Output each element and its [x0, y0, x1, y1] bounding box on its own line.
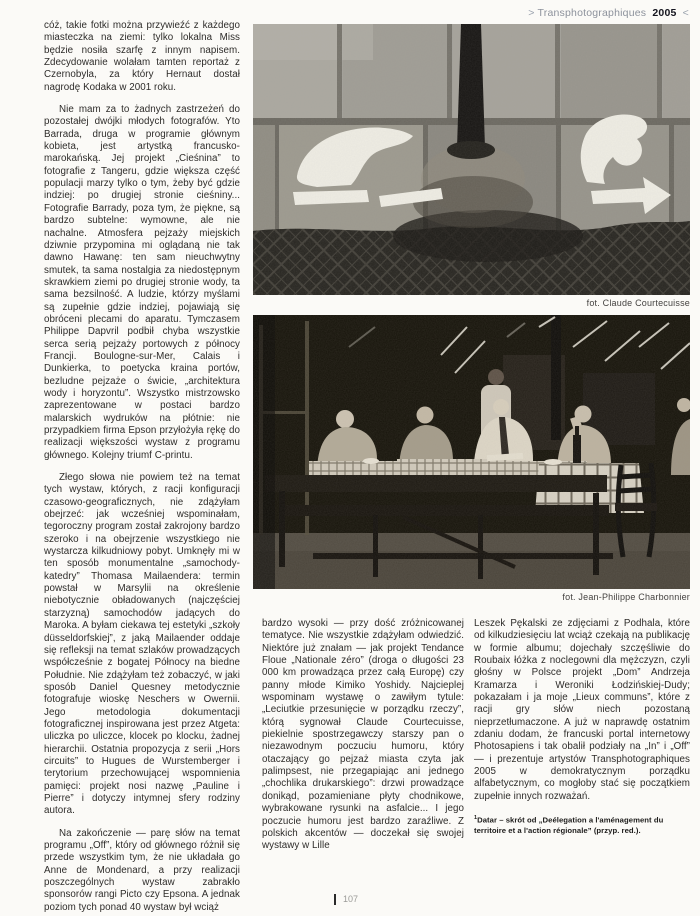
paragraph: Leszek Pękalski ze zdjęciami z Podhala, które od kilkudziesięciu lat wciąż czekają na publikację w formie albumu; dojechały szczęśliwie do Roubaix łóżka z noclegowni dla mężczyzn, czyli głośny w Polsce projekt „Dom” Andrzeja Kramarza i Weroniki Łodzińskiej-Dudy; pokazałam i ja moje „Lieux communs”, które z racji gry słów niech pozostaną nieprzetłumaczone. A już w naprawdę ostatnim zdaniu dodam, że francuski portal internetowy Photosapiens i tak obalił podziały na „In” i „Off” — i prezentuje artystów Transphotographiques 2005 w demokratycznym porządku alfabetycznym, co mogłoby stać się początkiem zupełnie innych rozważań.: [474, 618, 690, 802]
paragraph: Na zakończenie — parę słów na temat programu „Off”, który od głównego różnił się przede wszystkim tym, że nie układała go Anne de Mondenard, a przy realizacji poszczególnych wystaw zabrakło sponsorów rangi Picto czy Epsona. A jednak poziom tych ponad 40 wystaw był wciąż: [44, 827, 240, 913]
paragraph: bardzo wysoki — przy dość zróżnicowanej tematyce. Nie wszystkie zdążyłam odwiedzić. Niektóre już znałam — jak projekt Tendance Floue „Nationale zéro” (droga o długości 23 000 km prowadząca przez całą Europę) czy panny młode Kimiko Yoshidy. Najcieplej wspominam wystawę o zawiłym tytule: „Leciutkie przesunięcie w porządku rzeczy”, którą sygnował Claude Courtecuisse, piekielnie spostrzegawczy starszy pan o niezawodnym poczuciu humoru, który otaczający go pejzaż miasta czyta jak palimpsest, nie przegapiając ani jednego „chochlika drukarskiego”: drzwi prowadzące donikąd, pozamieniane płyty chodnikowe, wybrakowane rysunki na asfalcie... I jego poczucie humoru jest bardzo zaraźliwe. Z polskich akcentów — doczekał się swojej wystawy w Lille: [262, 618, 464, 852]
page-number: 107: [343, 894, 359, 904]
left-text-column: [44, 20, 240, 916]
film-grain-overlay: [253, 315, 690, 589]
page-number-block: [334, 894, 358, 905]
film-grain-overlay: [253, 24, 690, 295]
header-year: 2005: [652, 7, 677, 19]
paragraph: Nie mam za to żadnych zastrzeżeń do pozostałej dwójki młodych fotografów. Yto Barrada, druga w programie głównym kobieta, jest artystką francusko-marokańską. Jej projekt „Cieśnina” to fotografie z Tangeru, gdzie większa część populacji marzy tylko o tym, żeby być gdzie indziej: po drugiej stronie cieśniny... Fotografie Barrady, poza tym, że piękne, są bardzo subtelne: wymowne, ale nie nachalne. Atmosfera pejzaży miejskich dziwnie przypomina mi oglądaną nie tak dawno Hawanę: ten sam nieuchwytny smutek, ta sama nostalgia za niedostępnym skrawkiem ziemi po drugiej stronie wody, ta sama bezsilność. A ludzie, którzy myślami są zupełnie gdzie indziej, pojawiają się obróceni plecami do aparatu. Tymczasem Philippe Dapvril podbił chyba wszystkie serca serią pejzaży portowych z północy Francji. Boulogne-sur-Mer, Calais i Dunkierka, to poetycka kraina portów, bezludne pejzaże o świcie, „architektura wody i horyzontu”. Wszystko mistrzowsko zaprezentowane w postaci bardzo malarskich wydruków na płótnie: nie przypadkiem firma Epson przyłożyła rękę do realizacji większości wystaw z programu głównego. Kolejny triumf C-printu.: [44, 104, 240, 461]
page-number-tick: [334, 894, 336, 905]
right-text-column: [474, 618, 690, 847]
photo-credit: fot. Claude Courtecuisse: [586, 298, 690, 308]
paragraph: cóż, takie fotki można przywieźć z każdego miasteczka na ziemi: tylko lokalna Miss będzie nosiła szarfę z innym napisem. Zdecydowanie wolałam tamten reportaż z Czernobyla, za który Hernaut dostał nagrodę Kodaka w 2001 roku.: [44, 20, 240, 93]
pavement-photo-art: [253, 24, 690, 295]
cafe-photo-art: [253, 315, 690, 589]
header-arrow-right-icon: <: [682, 7, 689, 19]
footnote: [474, 813, 690, 836]
footnote-marker: 1: [474, 815, 478, 822]
paragraph: Złego słowa nie powiem też na temat tych wystaw, których, z racji konfiguracji czasowo-geograficznych, nie zdążyłam obejrzeć: jak wcześniej wspominałam, tegoroczny program został zakrojony bardzo szeroko i na obejrzenie wszystkiego nie wystarcza kilkudniowy pobyt. Umknęły mi w ten sposób monumentalne „samochody-katedry” Thomasa Mailaendera: termin powstał w Marsylii na określenie niebotycznie obładowanych (najczęściej starzyzną) samochodów jadących do Maroka. A byłam ciekawa tej estetyki „szkoły düsseldorfskiej”, z jaką Mailaender oddaje się refleksji na temat szlaków prowadzących współcześnie z bogatej Północy na biedne Południe. Nie zdążyłam też zobaczyć, w jaki sposób Daniel Quesney metodycznie fotografuje wioskę Neschers w Owernii. Jego metodologia dokumentacji fotograficznej inspirowana jest przez Atgeta: uliczka po uliczce, klocek po klocku, żadnej hierarchii. Ostatnia propozycja z serii „Hors circuits” to Hugues de Wurstemberger i terytorium przechowującej wspomnienia pamięci: projekt nosi nazwę „Pauline i Pierre” i dotyczy intymnej sfery rodziny autora.: [44, 472, 240, 817]
magazine-header: [528, 7, 689, 19]
photo-credit: fot. Jean-Philippe Charbonnier: [562, 592, 690, 602]
photo-pavement-arrows: [253, 24, 690, 308]
header-title: Transphotographiques: [537, 7, 647, 19]
photo-cafe-terrace: [253, 315, 690, 602]
footnote-text: Datar – skrót od „Deélegation a l'aménagement du territoire et a l'action régionale” (przyp. red.).: [474, 815, 664, 836]
middle-text-column: [262, 618, 464, 863]
header-arrow-left-icon: >: [528, 7, 535, 19]
